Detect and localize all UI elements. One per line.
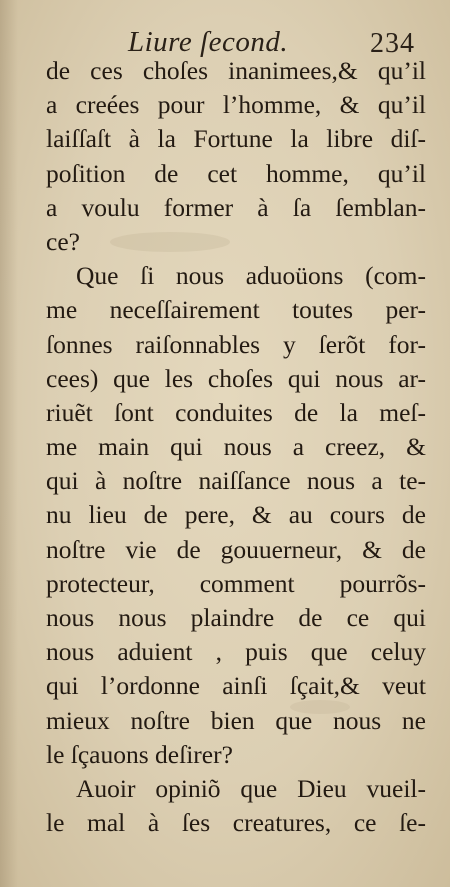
- text-line: me main qui nous a creez, &: [46, 432, 426, 462]
- text-line: de ces choſes inanimees,& qu’il: [46, 56, 426, 85]
- text-line: riuẽt ſont conduites de la meſ-: [46, 397, 426, 427]
- text-line: nous aduient , puis que celuy: [46, 637, 426, 667]
- text-line: a creées pour l’homme, & qu’il: [46, 90, 426, 120]
- text-line: Que ſi nous aduoüons (com-: [76, 261, 426, 291]
- text-line: mieux noſtre bien que nous ne: [46, 705, 426, 735]
- text-line: Auoir opiniõ que Dieu vueil-: [76, 773, 426, 803]
- text-line: le mal à ſes creatures, ce ſe-: [46, 808, 426, 838]
- text-line: protecteur, comment pourrõs-: [46, 568, 426, 598]
- running-title: Liure ſecond.: [128, 26, 289, 58]
- text-line: poſition de cet homme, qu’il: [46, 158, 426, 188]
- text-line: a voulu former à ſa ſemblan-: [46, 192, 426, 222]
- page-number: 234: [370, 28, 415, 59]
- text-line: ſonnes raiſonnables y ſerõt for-: [46, 329, 426, 359]
- text-line: qui l’ordonne ainſi ſçait,& veut: [46, 671, 426, 701]
- text-line: ce?: [46, 226, 80, 256]
- text-line: nous nous plaindre de ce qui: [46, 603, 426, 632]
- text-line: cees) que les choſes qui nous ar-: [46, 363, 426, 393]
- text-line: nu lieu de pere, & au cours de: [46, 500, 426, 530]
- text-line: noſtre vie de gouuerneur, & de: [46, 534, 426, 564]
- body-text: [46, 54, 426, 840]
- text-line: laiſſaſt à la Fortune la libre diſ-: [46, 124, 426, 154]
- text-line: qui à noſtre naiſſance nous a te-: [46, 466, 426, 496]
- text-line: le ſçauons deſirer?: [46, 739, 233, 769]
- page-edge-shadow: [0, 0, 18, 887]
- text-line: me neceſſairement toutes per-: [46, 295, 426, 325]
